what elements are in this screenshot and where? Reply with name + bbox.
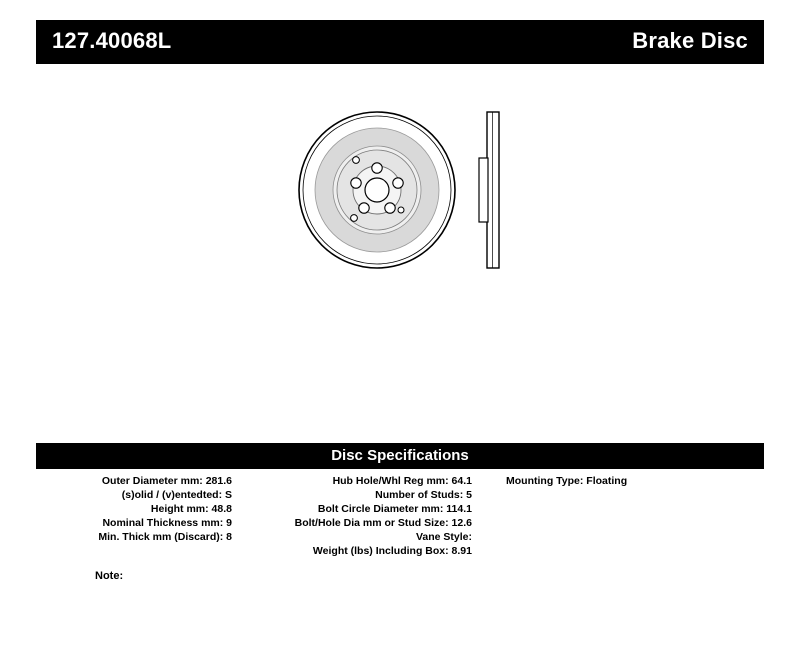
- spec-row: Number of Studs: 5: [375, 489, 472, 501]
- spec-row: Outer Diameter mm: 281.6: [101, 475, 232, 487]
- spec-row: Height mm: 48.8: [150, 503, 232, 515]
- spec-row: Mounting Type: Floating: [506, 475, 628, 487]
- spec-row: Nominal Thickness mm: 9: [102, 517, 232, 529]
- spec-section-title: Disc Specifications: [331, 447, 469, 464]
- spec-row: Min. Thick mm (Discard): 8: [98, 531, 232, 543]
- product-image-area: [36, 80, 764, 410]
- spec-column-right: [506, 474, 764, 488]
- brake-rotor-illustration: [291, 100, 551, 280]
- rotor-face-group: [299, 112, 455, 268]
- spec-row: Hub Hole/Whl Reg mm: 64.1: [332, 475, 472, 487]
- spec-row: Weight (lbs) Including Box: 8.91: [312, 545, 472, 557]
- spec-row: (s)olid / (v)entedted: S: [121, 489, 232, 501]
- spec-row: Vane Style:: [415, 531, 472, 543]
- note-label: Note:: [95, 570, 124, 582]
- spec-column-middle: [248, 474, 472, 558]
- spec-row: Bolt Circle Diameter mm: 114.1: [317, 503, 472, 515]
- spec-columns: [36, 474, 764, 574]
- spec-row: Bolt/Hole Dia mm or Stud Size: 12.6: [294, 517, 472, 529]
- spec-column-left: [36, 474, 232, 544]
- rotor-side-view-group: [479, 112, 499, 268]
- product-type: Brake Disc: [632, 28, 748, 53]
- disc-specifications-bar: [36, 443, 764, 469]
- header-bar: [36, 20, 764, 64]
- part-number: 127.40068L: [52, 28, 172, 53]
